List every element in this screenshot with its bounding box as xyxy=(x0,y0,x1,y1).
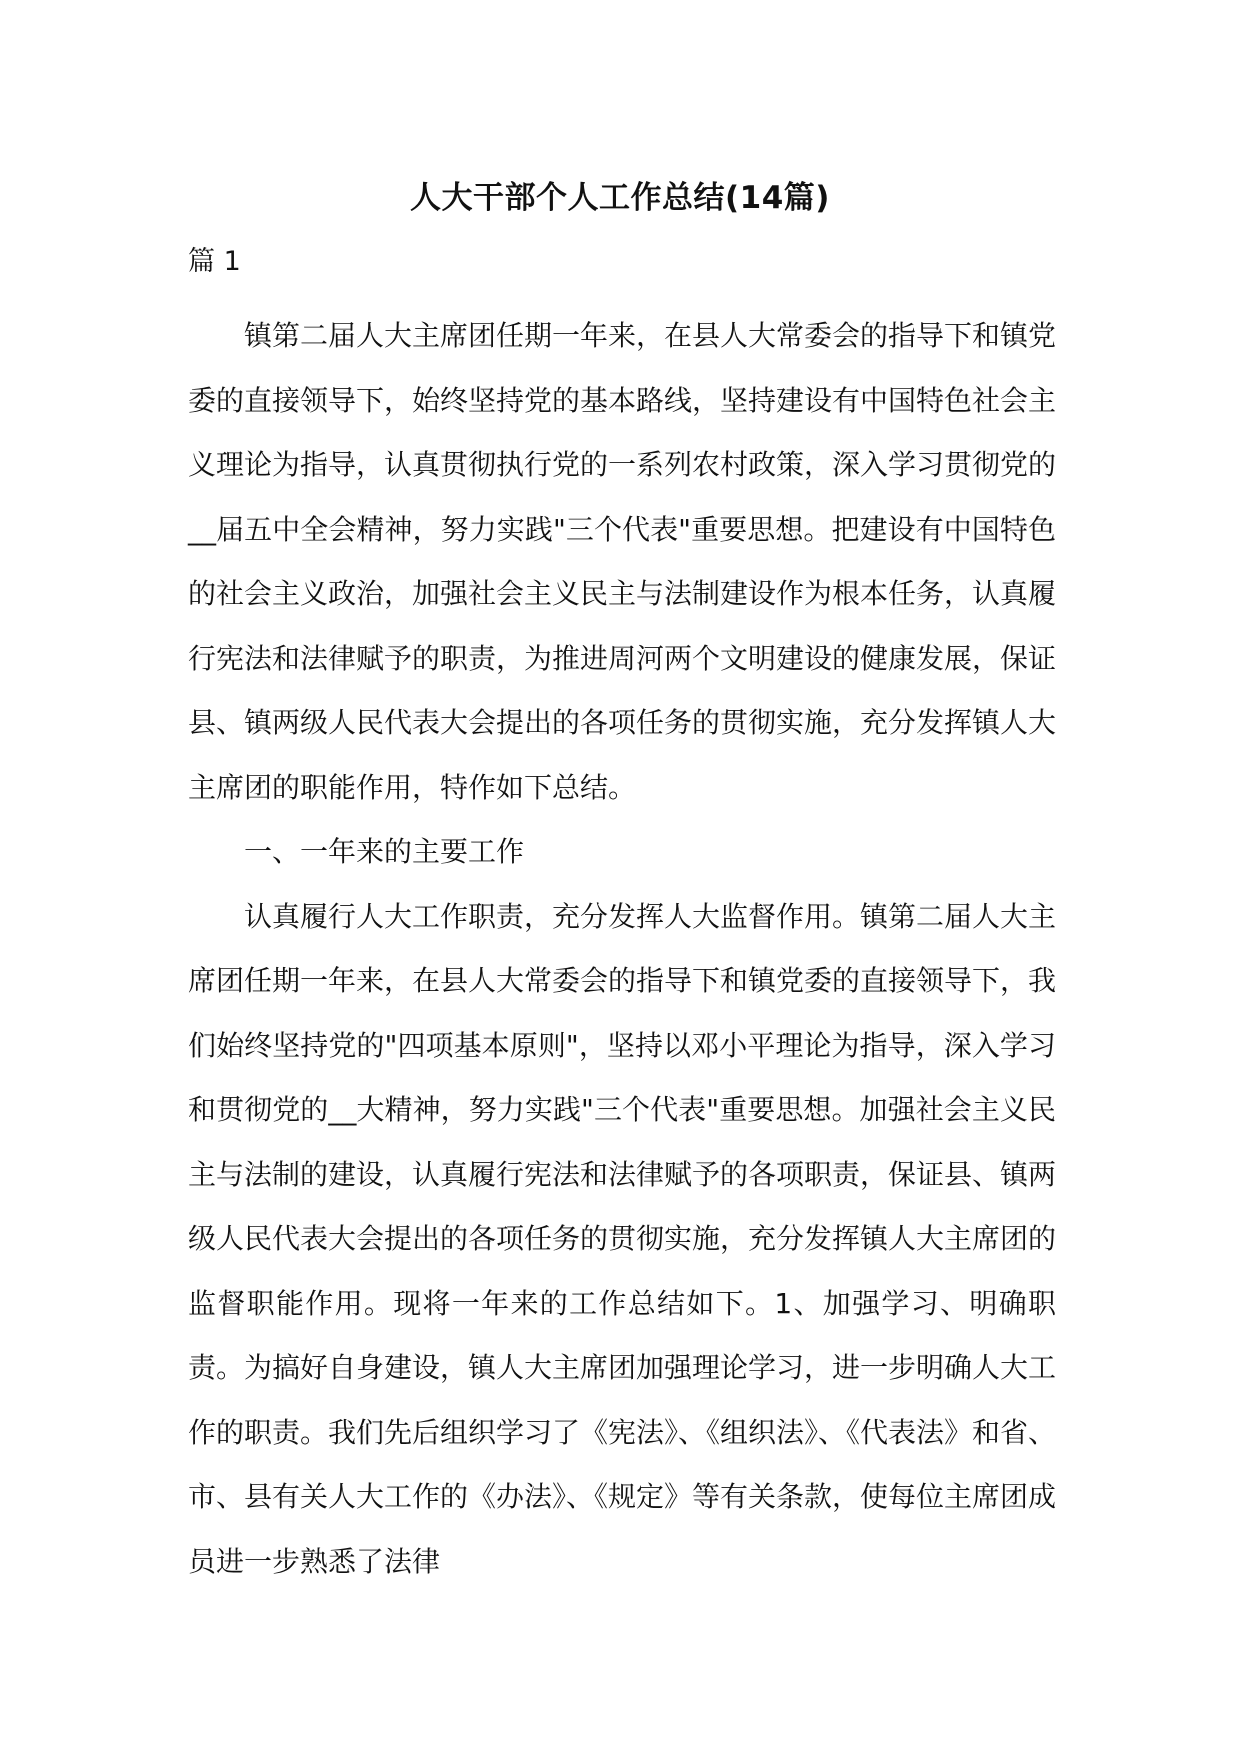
section-heading: 一、一年来的主要工作 xyxy=(244,835,525,868)
document-body xyxy=(188,304,1056,1594)
paragraph-intro: 镇第二届人大主席团任期一年来，在县人大常委会的指导下和镇党委的直接领导下，始终坚持党的基本路线，坚持建设有中国特色社会主义理论为指导，认真贯彻执行党的一系列农村政策，深入学习贯彻党的__届五中全会精神，努力实践"三个代表"重要思想。把建设有中国特色的社会主义政治，加强社会主义民主与法制建设作为根本任务，认真履行宪法和法律赋予的职责，为推进周河两个文明建设的健康发展，保证县、镇两级人民代表大会提出的各项任务的贯彻实施，充分发挥镇人大主席团的职能作用，特作如下总结。 xyxy=(188,319,1057,804)
section-label: 篇 1 xyxy=(188,246,241,277)
paragraph-main-work: 认真履行人大工作职责，充分发挥人大监督作用。镇第二届人大主席团任期一年来，在县人大常委会的指导下和镇党委的直接领导下，我们始终坚持党的"四项基本原则"，坚持以邓小平理论为指导，深入学习和贯彻党的__大精神，努力实践"三个代表"重要思想。加强社会主义民主与法制的建设，认真履行宪法和法律赋予的各项职责，保证县、镇两级人民代表大会提出的各项任务的贯彻实施，充分发挥镇人大主席团的监督职能作用。现将一年来的工作总结如下。1、加强学习、明确职责。为搞好自身建设，镇人大主席团加强理论学习，进一步明确人大工作的职责。我们先后组织学习了《宪法》、《组织法》、《代表法》和省、市、县有关人大工作的《办法》、《规定》等有关条款，使每位主席团成员进一步熟悉了法律 xyxy=(188,899,1057,1578)
document-title: 人大干部个人工作总结(14篇) xyxy=(410,180,830,216)
